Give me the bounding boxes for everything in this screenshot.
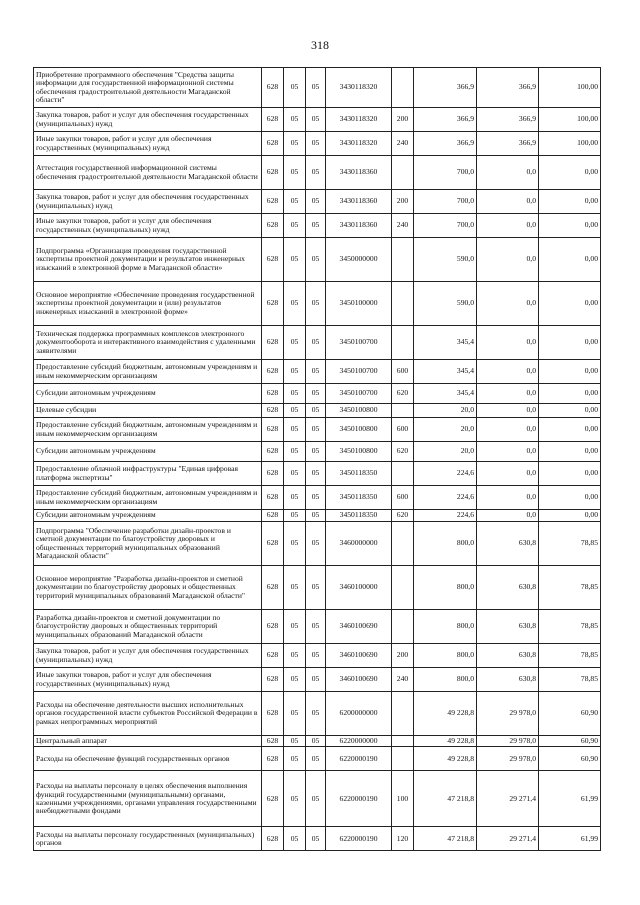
code-ministry: 628 [262, 238, 284, 282]
code-target: 3460100690 [326, 644, 392, 668]
actual-amount: 0,0 [477, 442, 539, 462]
plan-amount: 800,0 [414, 668, 477, 692]
actual-amount: 29 978,0 [477, 747, 539, 771]
actual-amount: 366,9 [477, 108, 539, 132]
code-ministry: 628 [262, 644, 284, 668]
code-expense-type: 100 [392, 771, 414, 827]
code-ministry: 628 [262, 442, 284, 462]
code-expense-type [392, 238, 414, 282]
actual-amount: 0,0 [477, 404, 539, 418]
code-section: 05 [284, 238, 306, 282]
code-section: 05 [284, 68, 306, 108]
code-target: 3460000000 [326, 522, 392, 566]
actual-amount: 0,0 [477, 418, 539, 442]
execution-percent: 60,90 [539, 736, 601, 747]
execution-percent: 78,85 [539, 566, 601, 610]
code-ministry: 628 [262, 190, 284, 214]
actual-amount: 29 271,4 [477, 771, 539, 827]
code-expense-type [392, 522, 414, 566]
code-section: 05 [284, 156, 306, 190]
code-ministry: 628 [262, 384, 284, 404]
code-expense-type [392, 566, 414, 610]
table-row [34, 190, 601, 214]
table-row [34, 360, 601, 384]
code-target: 6220000190 [326, 827, 392, 851]
code-section: 05 [284, 442, 306, 462]
row-name: Закупка товаров, работ и услуг для обеспечения государственных (муниципальных) нужд [34, 190, 262, 214]
plan-amount: 47 218,8 [414, 827, 477, 851]
code-section: 05 [284, 214, 306, 238]
plan-amount: 590,0 [414, 282, 477, 326]
plan-amount: 800,0 [414, 644, 477, 668]
code-ministry: 628 [262, 692, 284, 736]
code-subsection: 05 [306, 190, 326, 214]
code-section: 05 [284, 418, 306, 442]
table-row [34, 610, 601, 644]
row-name: Основное мероприятие "Разработка дизайн-проектов и сметной документации по благоустройству дворовых и общественных территорий муниципальных образований Магаданской области" [34, 566, 262, 610]
code-target: 3450100000 [326, 282, 392, 326]
code-ministry: 628 [262, 108, 284, 132]
actual-amount: 29 978,0 [477, 736, 539, 747]
code-expense-type: 240 [392, 668, 414, 692]
actual-amount: 366,9 [477, 68, 539, 108]
actual-amount: 0,0 [477, 282, 539, 326]
row-name: Предоставление субсидий бюджетным, автономным учреждениям и иным некоммерческим организациям [34, 486, 262, 510]
row-name: Закупка товаров, работ и услуг для обеспечения государственных (муниципальных) нужд [34, 644, 262, 668]
execution-percent: 0,00 [539, 418, 601, 442]
code-expense-type: 200 [392, 108, 414, 132]
code-ministry: 628 [262, 522, 284, 566]
actual-amount: 0,0 [477, 384, 539, 404]
table-row [34, 771, 601, 827]
code-ministry: 628 [262, 282, 284, 326]
actual-amount: 630,8 [477, 566, 539, 610]
code-ministry: 628 [262, 668, 284, 692]
code-ministry: 628 [262, 510, 284, 522]
table-row [34, 156, 601, 190]
plan-amount: 590,0 [414, 238, 477, 282]
plan-amount: 700,0 [414, 190, 477, 214]
code-expense-type: 240 [392, 132, 414, 156]
execution-percent: 0,00 [539, 404, 601, 418]
code-section: 05 [284, 771, 306, 827]
execution-percent: 78,85 [539, 644, 601, 668]
row-name: Закупка товаров, работ и услуг для обеспечения государственных (муниципальных) нужд [34, 108, 262, 132]
plan-amount: 224,6 [414, 462, 477, 486]
row-name: Подпрограмма "Обеспечение разработки дизайн-проектов и сметной документации по благоустройству дворовых и общественных территорий муниципальных образований Магаданской области" [34, 522, 262, 566]
code-target: 3430118360 [326, 190, 392, 214]
code-ministry: 628 [262, 747, 284, 771]
table-row [34, 827, 601, 851]
code-subsection: 05 [306, 108, 326, 132]
code-expense-type: 200 [392, 190, 414, 214]
code-subsection: 05 [306, 510, 326, 522]
table-body [34, 68, 601, 851]
row-name: Техническая поддержка программных комплексов электронного документооборота и интерактивного взаимодействия с удаленными заявителями [34, 326, 262, 360]
code-expense-type [392, 68, 414, 108]
code-section: 05 [284, 282, 306, 326]
row-name: Иные закупки товаров, работ и услуг для обеспечения государственных (муниципальных) нужд [34, 668, 262, 692]
execution-percent: 60,90 [539, 692, 601, 736]
code-ministry: 628 [262, 566, 284, 610]
table-row [34, 108, 601, 132]
code-subsection: 05 [306, 326, 326, 360]
code-expense-type: 620 [392, 442, 414, 462]
execution-percent: 61,99 [539, 771, 601, 827]
code-section: 05 [284, 610, 306, 644]
actual-amount: 0,0 [477, 238, 539, 282]
plan-amount: 800,0 [414, 610, 477, 644]
code-section: 05 [284, 827, 306, 851]
code-section: 05 [284, 510, 306, 522]
code-ministry: 628 [262, 156, 284, 190]
actual-amount: 630,8 [477, 610, 539, 644]
code-subsection: 05 [306, 692, 326, 736]
execution-percent: 0,00 [539, 190, 601, 214]
row-name: Предоставление субсидий бюджетным, автономным учреждениям и иным некоммерческим организациям [34, 418, 262, 442]
code-subsection: 05 [306, 384, 326, 404]
code-section: 05 [284, 132, 306, 156]
code-expense-type: 600 [392, 486, 414, 510]
execution-percent: 100,00 [539, 68, 601, 108]
code-target: 3430118360 [326, 156, 392, 190]
plan-amount: 700,0 [414, 156, 477, 190]
code-subsection: 05 [306, 644, 326, 668]
row-name: Аттестация государственной информационной системы обеспечения градостроительной деятельности Магаданской области [34, 156, 262, 190]
plan-amount: 224,6 [414, 510, 477, 522]
code-section: 05 [284, 486, 306, 510]
code-target: 3450100700 [326, 384, 392, 404]
table-row [34, 747, 601, 771]
code-subsection: 05 [306, 566, 326, 610]
code-subsection: 05 [306, 360, 326, 384]
row-name: Субсидии автономным учреждениям [34, 442, 262, 462]
code-target: 3450118350 [326, 486, 392, 510]
table-row [34, 404, 601, 418]
table-row [34, 462, 601, 486]
code-subsection: 05 [306, 747, 326, 771]
plan-amount: 20,0 [414, 404, 477, 418]
plan-amount: 47 218,8 [414, 771, 477, 827]
row-name: Иные закупки товаров, работ и услуг для обеспечения государственных (муниципальных) нужд [34, 214, 262, 238]
code-expense-type [392, 692, 414, 736]
table-row [34, 418, 601, 442]
code-subsection: 05 [306, 68, 326, 108]
code-subsection: 05 [306, 238, 326, 282]
table-row [34, 668, 601, 692]
row-name: Основное мероприятие «Обеспечение проведения государственной экспертизы проектной документации и (или) результатов инженерных изысканий в электронной форме» [34, 282, 262, 326]
code-ministry: 628 [262, 68, 284, 108]
code-expense-type [392, 462, 414, 486]
code-expense-type: 600 [392, 360, 414, 384]
code-ministry: 628 [262, 736, 284, 747]
budget-table [33, 67, 601, 851]
code-target: 3450100700 [326, 360, 392, 384]
code-ministry: 628 [262, 610, 284, 644]
plan-amount: 345,4 [414, 360, 477, 384]
code-ministry: 628 [262, 360, 284, 384]
code-target: 6220000190 [326, 747, 392, 771]
row-name: Субсидии автономным учреждениям [34, 384, 262, 404]
code-subsection: 05 [306, 282, 326, 326]
execution-percent: 78,85 [539, 668, 601, 692]
code-ministry: 628 [262, 132, 284, 156]
execution-percent: 0,00 [539, 384, 601, 404]
actual-amount: 29 978,0 [477, 692, 539, 736]
code-subsection: 05 [306, 404, 326, 418]
code-section: 05 [284, 692, 306, 736]
plan-amount: 366,9 [414, 132, 477, 156]
table-row [34, 486, 601, 510]
code-subsection: 05 [306, 442, 326, 462]
code-subsection: 05 [306, 462, 326, 486]
actual-amount: 0,0 [477, 190, 539, 214]
execution-percent: 78,85 [539, 610, 601, 644]
code-ministry: 628 [262, 462, 284, 486]
code-ministry: 628 [262, 771, 284, 827]
actual-amount: 630,8 [477, 644, 539, 668]
code-target: 3460100690 [326, 610, 392, 644]
code-ministry: 628 [262, 404, 284, 418]
plan-amount: 345,4 [414, 384, 477, 404]
code-ministry: 628 [262, 214, 284, 238]
execution-percent: 0,00 [539, 360, 601, 384]
execution-percent: 0,00 [539, 510, 601, 522]
code-target: 3450100700 [326, 326, 392, 360]
code-target: 3450118350 [326, 510, 392, 522]
code-target: 3450100800 [326, 442, 392, 462]
code-target: 3430118320 [326, 132, 392, 156]
code-target: 3430118320 [326, 108, 392, 132]
actual-amount: 0,0 [477, 462, 539, 486]
execution-percent: 100,00 [539, 132, 601, 156]
table-row [34, 566, 601, 610]
code-section: 05 [284, 360, 306, 384]
execution-percent: 0,00 [539, 238, 601, 282]
code-expense-type [392, 404, 414, 418]
row-name: Расходы на обеспечение функций государственных органов [34, 747, 262, 771]
execution-percent: 0,00 [539, 462, 601, 486]
code-subsection: 05 [306, 771, 326, 827]
row-name: Центральный аппарат [34, 736, 262, 747]
row-name: Расходы на выплаты персоналу государственных (муниципальных) органов [34, 827, 262, 851]
code-section: 05 [284, 404, 306, 418]
execution-percent: 60,90 [539, 747, 601, 771]
code-target: 3450100800 [326, 404, 392, 418]
actual-amount: 0,0 [477, 360, 539, 384]
table-row [34, 282, 601, 326]
code-expense-type [392, 326, 414, 360]
row-name: Приобретение программного обеспечения "Средства защиты информации для государственной информационной системы обеспечения градостроительной деятельности Магаданской области" [34, 68, 262, 108]
execution-percent: 61,99 [539, 827, 601, 851]
code-subsection: 05 [306, 522, 326, 566]
code-section: 05 [284, 384, 306, 404]
actual-amount: 366,9 [477, 132, 539, 156]
code-section: 05 [284, 566, 306, 610]
table-row [34, 692, 601, 736]
code-target: 3460100690 [326, 668, 392, 692]
actual-amount: 0,0 [477, 156, 539, 190]
code-section: 05 [284, 108, 306, 132]
code-ministry: 628 [262, 827, 284, 851]
code-expense-type [392, 156, 414, 190]
code-ministry: 628 [262, 418, 284, 442]
row-name: Подпрограмма «Организация проведения государственной экспертизы проектной документации и результатов инженерных изысканий в электронной форме в Магаданской области» [34, 238, 262, 282]
execution-percent: 0,00 [539, 326, 601, 360]
plan-amount: 800,0 [414, 522, 477, 566]
code-expense-type: 120 [392, 827, 414, 851]
code-subsection: 05 [306, 214, 326, 238]
code-section: 05 [284, 190, 306, 214]
code-target: 3460100000 [326, 566, 392, 610]
plan-amount: 700,0 [414, 214, 477, 238]
page-number: 318 [311, 38, 329, 52]
row-name: Разработка дизайн-проектов и сметной документации по благоустройству дворовых и общественных территорий муниципальных образований Магаданской области [34, 610, 262, 644]
code-expense-type: 240 [392, 214, 414, 238]
execution-percent: 0,00 [539, 282, 601, 326]
code-expense-type [392, 747, 414, 771]
plan-amount: 49 228,8 [414, 692, 477, 736]
plan-amount: 800,0 [414, 566, 477, 610]
plan-amount: 49 228,8 [414, 747, 477, 771]
actual-amount: 0,0 [477, 326, 539, 360]
code-expense-type [392, 282, 414, 326]
code-expense-type: 600 [392, 418, 414, 442]
table-row [34, 736, 601, 747]
code-target: 6200000000 [326, 692, 392, 736]
code-expense-type: 620 [392, 510, 414, 522]
actual-amount: 0,0 [477, 214, 539, 238]
row-name: Расходы на обеспечение деятельности высших исполнительных органов государственной власти субъектов Российской Федерации в рамках непрограммных мероприятий [34, 692, 262, 736]
code-section: 05 [284, 326, 306, 360]
actual-amount: 630,8 [477, 522, 539, 566]
code-target: 6220000000 [326, 736, 392, 747]
row-name: Субсидии автономным учреждениям [34, 510, 262, 522]
code-section: 05 [284, 644, 306, 668]
actual-amount: 630,8 [477, 668, 539, 692]
plan-amount: 20,0 [414, 418, 477, 442]
plan-amount: 345,4 [414, 326, 477, 360]
table-row [34, 132, 601, 156]
actual-amount: 29 271,4 [477, 827, 539, 851]
code-section: 05 [284, 736, 306, 747]
actual-amount: 0,0 [477, 510, 539, 522]
row-name: Иные закупки товаров, работ и услуг для обеспечения государственных (муниципальных) нужд [34, 132, 262, 156]
code-target: 3450000000 [326, 238, 392, 282]
code-target: 3430118360 [326, 214, 392, 238]
code-subsection: 05 [306, 132, 326, 156]
code-ministry: 628 [262, 326, 284, 360]
execution-percent: 100,00 [539, 108, 601, 132]
table-row [34, 214, 601, 238]
row-name: Предоставление субсидий бюджетным, автономным учреждениям и иным некоммерческим организациям [34, 360, 262, 384]
plan-amount: 366,9 [414, 108, 477, 132]
code-subsection: 05 [306, 610, 326, 644]
row-name: Целевые субсидии [34, 404, 262, 418]
code-target: 3430118320 [326, 68, 392, 108]
code-section: 05 [284, 747, 306, 771]
execution-percent: 0,00 [539, 214, 601, 238]
code-subsection: 05 [306, 156, 326, 190]
row-name: Предоставление облачной инфраструктуры "Единая цифровая платформа экспертизы" [34, 462, 262, 486]
code-subsection: 05 [306, 827, 326, 851]
code-expense-type: 620 [392, 384, 414, 404]
table-row [34, 68, 601, 108]
code-target: 6220000190 [326, 771, 392, 827]
execution-percent: 0,00 [539, 442, 601, 462]
plan-amount: 224,6 [414, 486, 477, 510]
execution-percent: 0,00 [539, 156, 601, 190]
code-subsection: 05 [306, 418, 326, 442]
code-section: 05 [284, 668, 306, 692]
row-name: Расходы на выплаты персоналу в целях обеспечения выполнения функций государственными (муниципальными) органами, казенными учреждениями, органами управления государственными внебюджетными фондами [34, 771, 262, 827]
plan-amount: 20,0 [414, 442, 477, 462]
table-row [34, 384, 601, 404]
table-row [34, 522, 601, 566]
actual-amount: 0,0 [477, 486, 539, 510]
code-subsection: 05 [306, 668, 326, 692]
code-ministry: 628 [262, 486, 284, 510]
code-subsection: 05 [306, 486, 326, 510]
plan-amount: 49 228,8 [414, 736, 477, 747]
execution-percent: 78,85 [539, 522, 601, 566]
code-target: 3450100800 [326, 418, 392, 442]
code-expense-type [392, 736, 414, 747]
execution-percent: 0,00 [539, 486, 601, 510]
code-subsection: 05 [306, 736, 326, 747]
table-row [34, 238, 601, 282]
code-section: 05 [284, 522, 306, 566]
table-row [34, 442, 601, 462]
table-row [34, 510, 601, 522]
plan-amount: 366,9 [414, 68, 477, 108]
code-section: 05 [284, 462, 306, 486]
code-expense-type: 200 [392, 644, 414, 668]
code-expense-type [392, 610, 414, 644]
code-target: 3450118350 [326, 462, 392, 486]
table-row [34, 326, 601, 360]
table-row [34, 644, 601, 668]
